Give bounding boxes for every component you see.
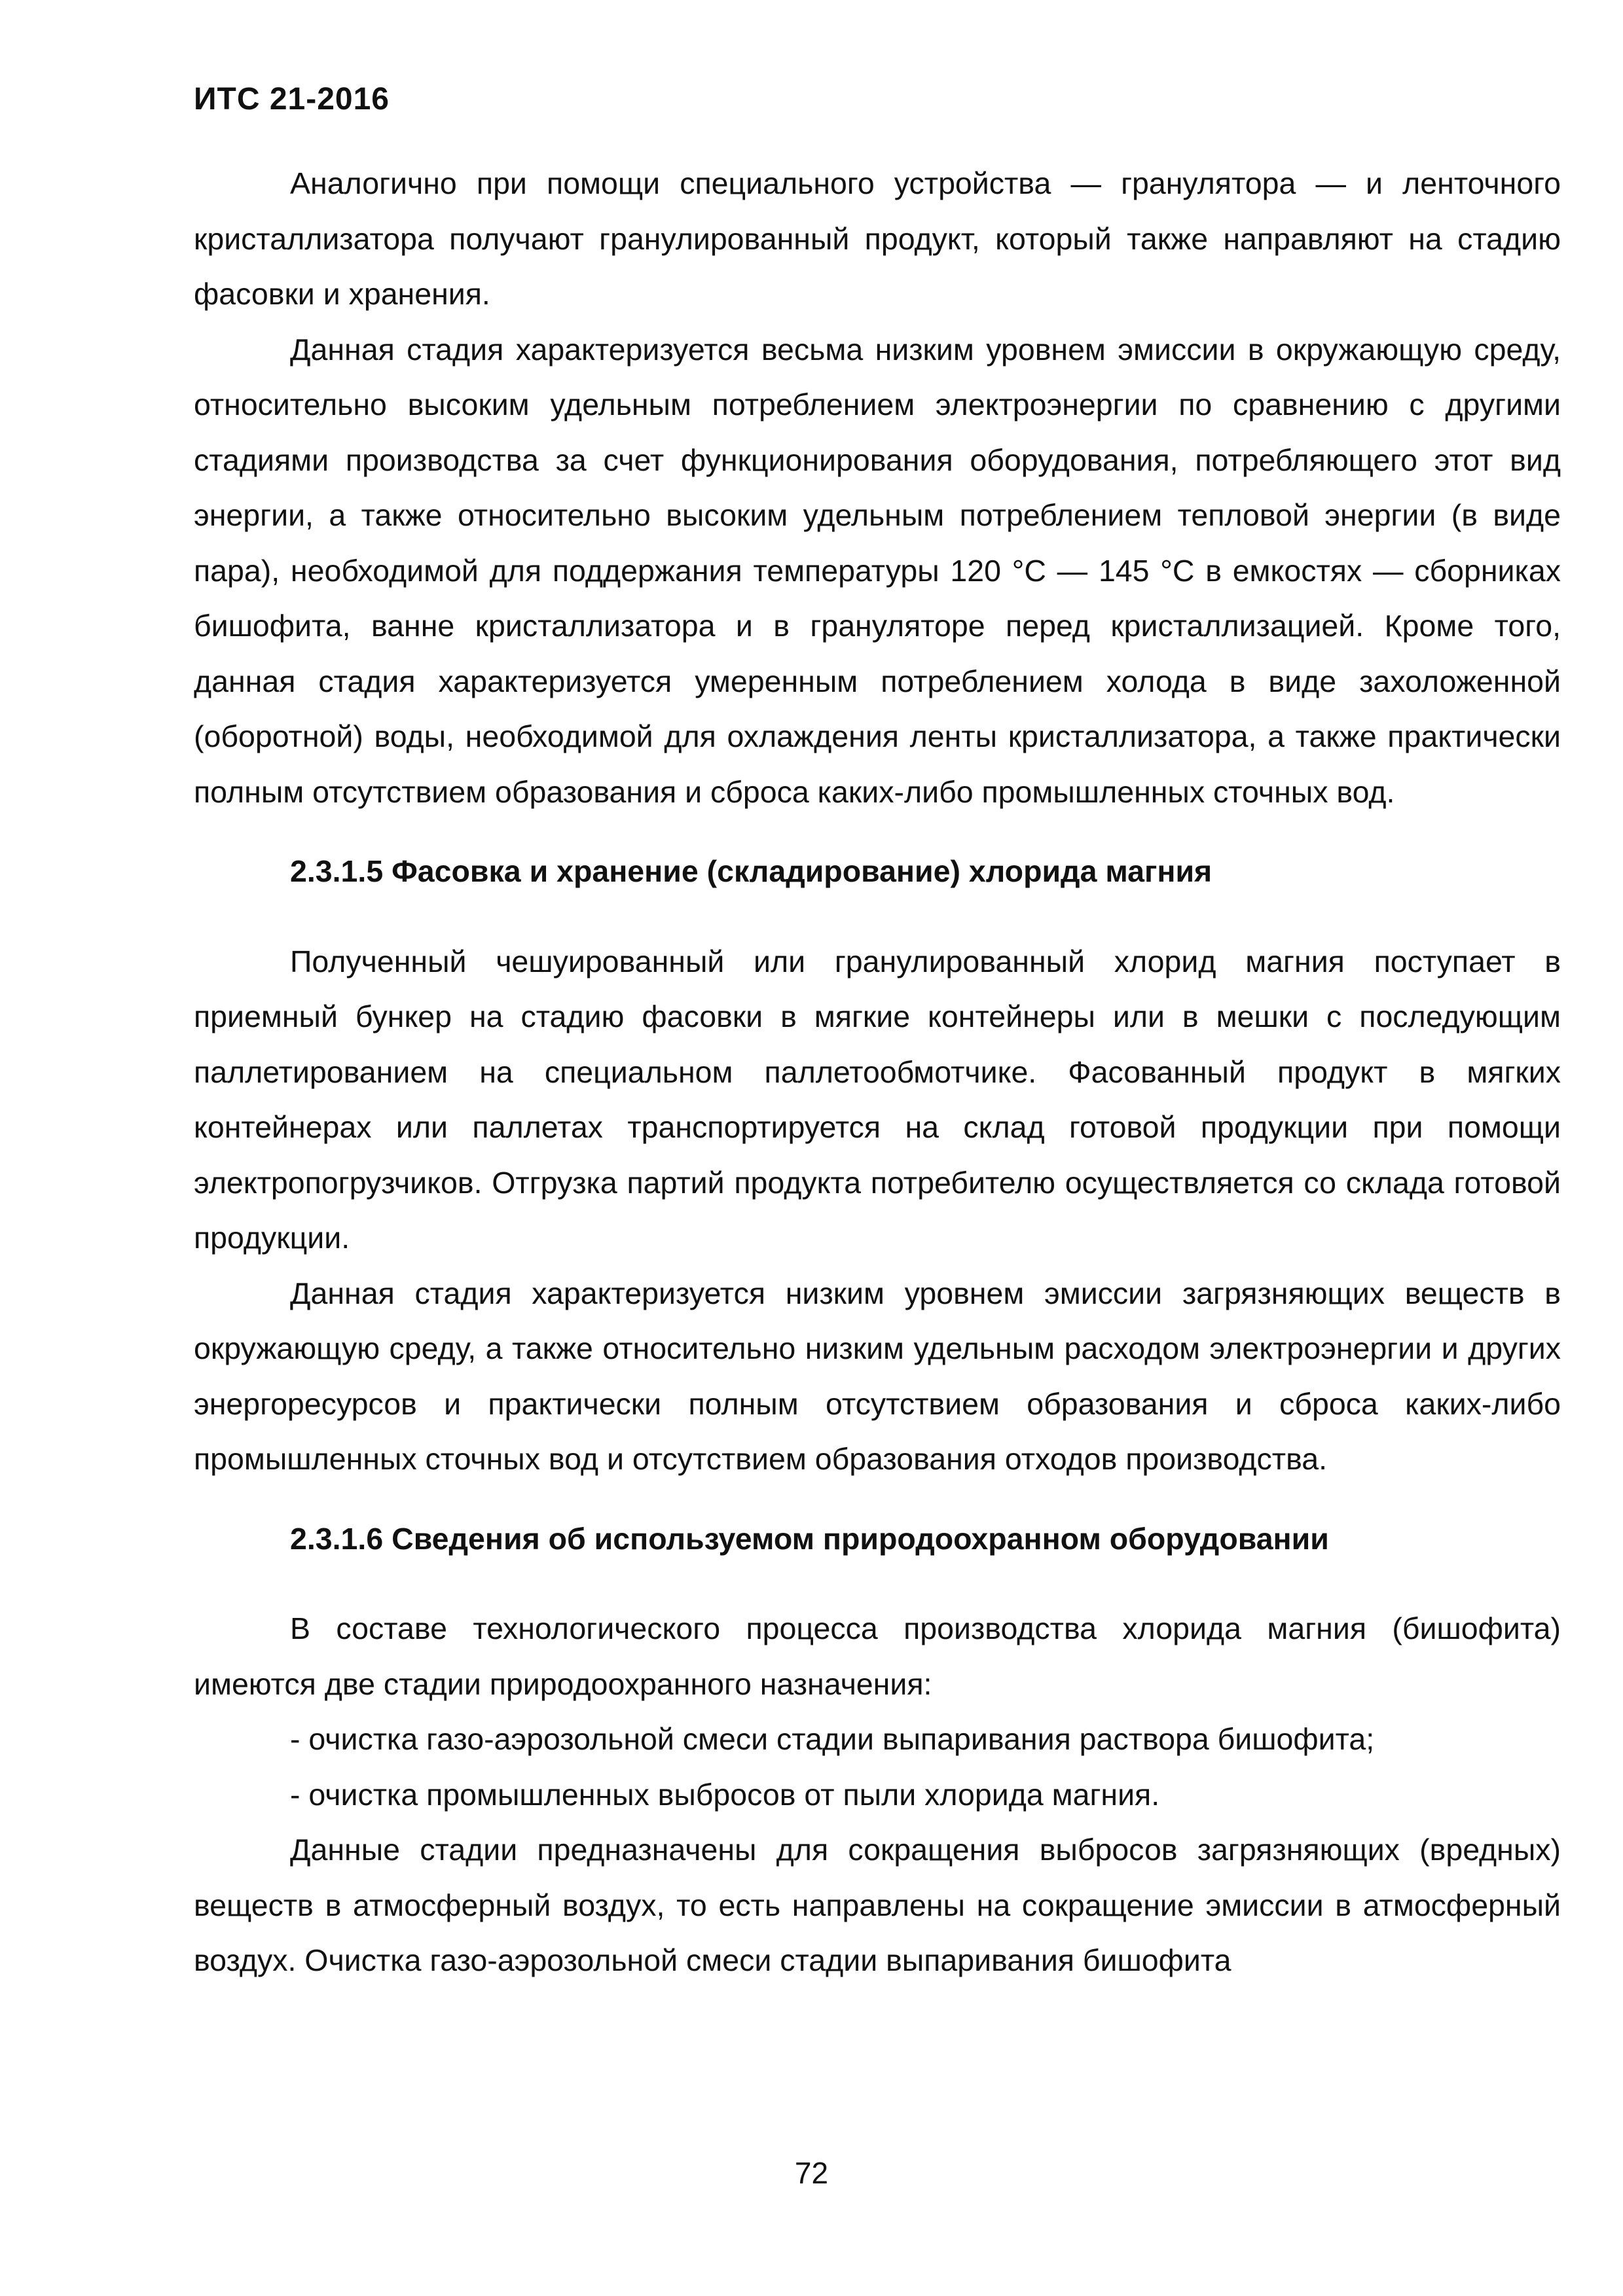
paragraph-emission-reduction: Данные стадии предназначены для сокращения выбросов загрязняющих (вредных) веществ в атмосферный воздух, то есть направлены на сокращение эмиссии в атмосферный воздух. Очистка газо-аэрозольной смеси стадии выпаривания бишофита bbox=[194, 1833, 1561, 1977]
document-code-header: ИТС 21-2016 bbox=[194, 82, 390, 117]
list-item-dust-cleaning: - очистка промышленных выбросов от пыли хлорида магния. bbox=[290, 1777, 1160, 1812]
document-body bbox=[194, 156, 1561, 1988]
section-heading-environmental-equipment: 2.3.1.6 Сведения об используемом природоохранном оборудовании bbox=[290, 1521, 1329, 1556]
paragraph-environmental-stages: В составе технологического процесса производства хлорида магния (бишофита) имеются две стадии природоохранного назначения: bbox=[194, 1611, 1561, 1701]
list-item-gas-aerosol-cleaning: - очистка газо-аэрозольной смеси стадии выпаривания раствора бишофита; bbox=[290, 1722, 1375, 1756]
page-number: 72 bbox=[794, 2156, 829, 2190]
paragraph-packaging: Полученный чешуированный или гранулированный хлорид магния поступает в приемный бункер на стадию фасовки в мягкие контейнеры или в мешки с последующим паллетированием на специальном паллетообмотчике. Фасованный продукт в мягких контейнерах или паллетах транспортируется на склад готовой продукции при помощи электропогрузчиков. Отгрузка партий продукта потребителю осуществляется со склада готовой продукции. bbox=[194, 944, 1561, 1255]
paragraph-granulation: Аналогично при помощи специального устройства — гранулятора — и ленточного кристаллизатора получают гранулированный продукт, который также направляют на стадию фасовки и хранения. bbox=[194, 166, 1561, 311]
section-heading-packaging: 2.3.1.5 Фасовка и хранение (складирование) хлорида магния bbox=[290, 854, 1213, 888]
paragraph-packaging-emissions: Данная стадия характеризуется низким уровнем эмиссии загрязняющих веществ в окружающую среду, а также относительно низким удельным расходом электроэнергии и других энергоресурсов и практически полным отсутствием образования и сброса каких-либо промышленных сточных вод и отсутствием образования отходов производства. bbox=[194, 1276, 1561, 1476]
paragraph-stage-characteristics: Данная стадия характеризуется весьма низким уровнем эмиссии в окружающую среду, относительно высоким удельным потреблением электроэнергии по сравнению с другими стадиями производства за счет функционирования оборудования, потребляющего этот вид энергии, а также относительно высоким удельным потреблением тепловой энергии (в виде пара), необходимой для поддержания температуры 120 °С — 145 °С в емкостях — сборниках бишофита, ванне кристаллизатора и в грануляторе перед кристаллизацией. Кроме того, данная стадия характеризуется умеренным потреблением холода в виде захоложенной (оборотной) воды, необходимой для охлаждения ленты кристаллизатора, а также практически полным отсутствием образования и сброса каких-либо промышленных сточных вод. bbox=[194, 332, 1561, 809]
